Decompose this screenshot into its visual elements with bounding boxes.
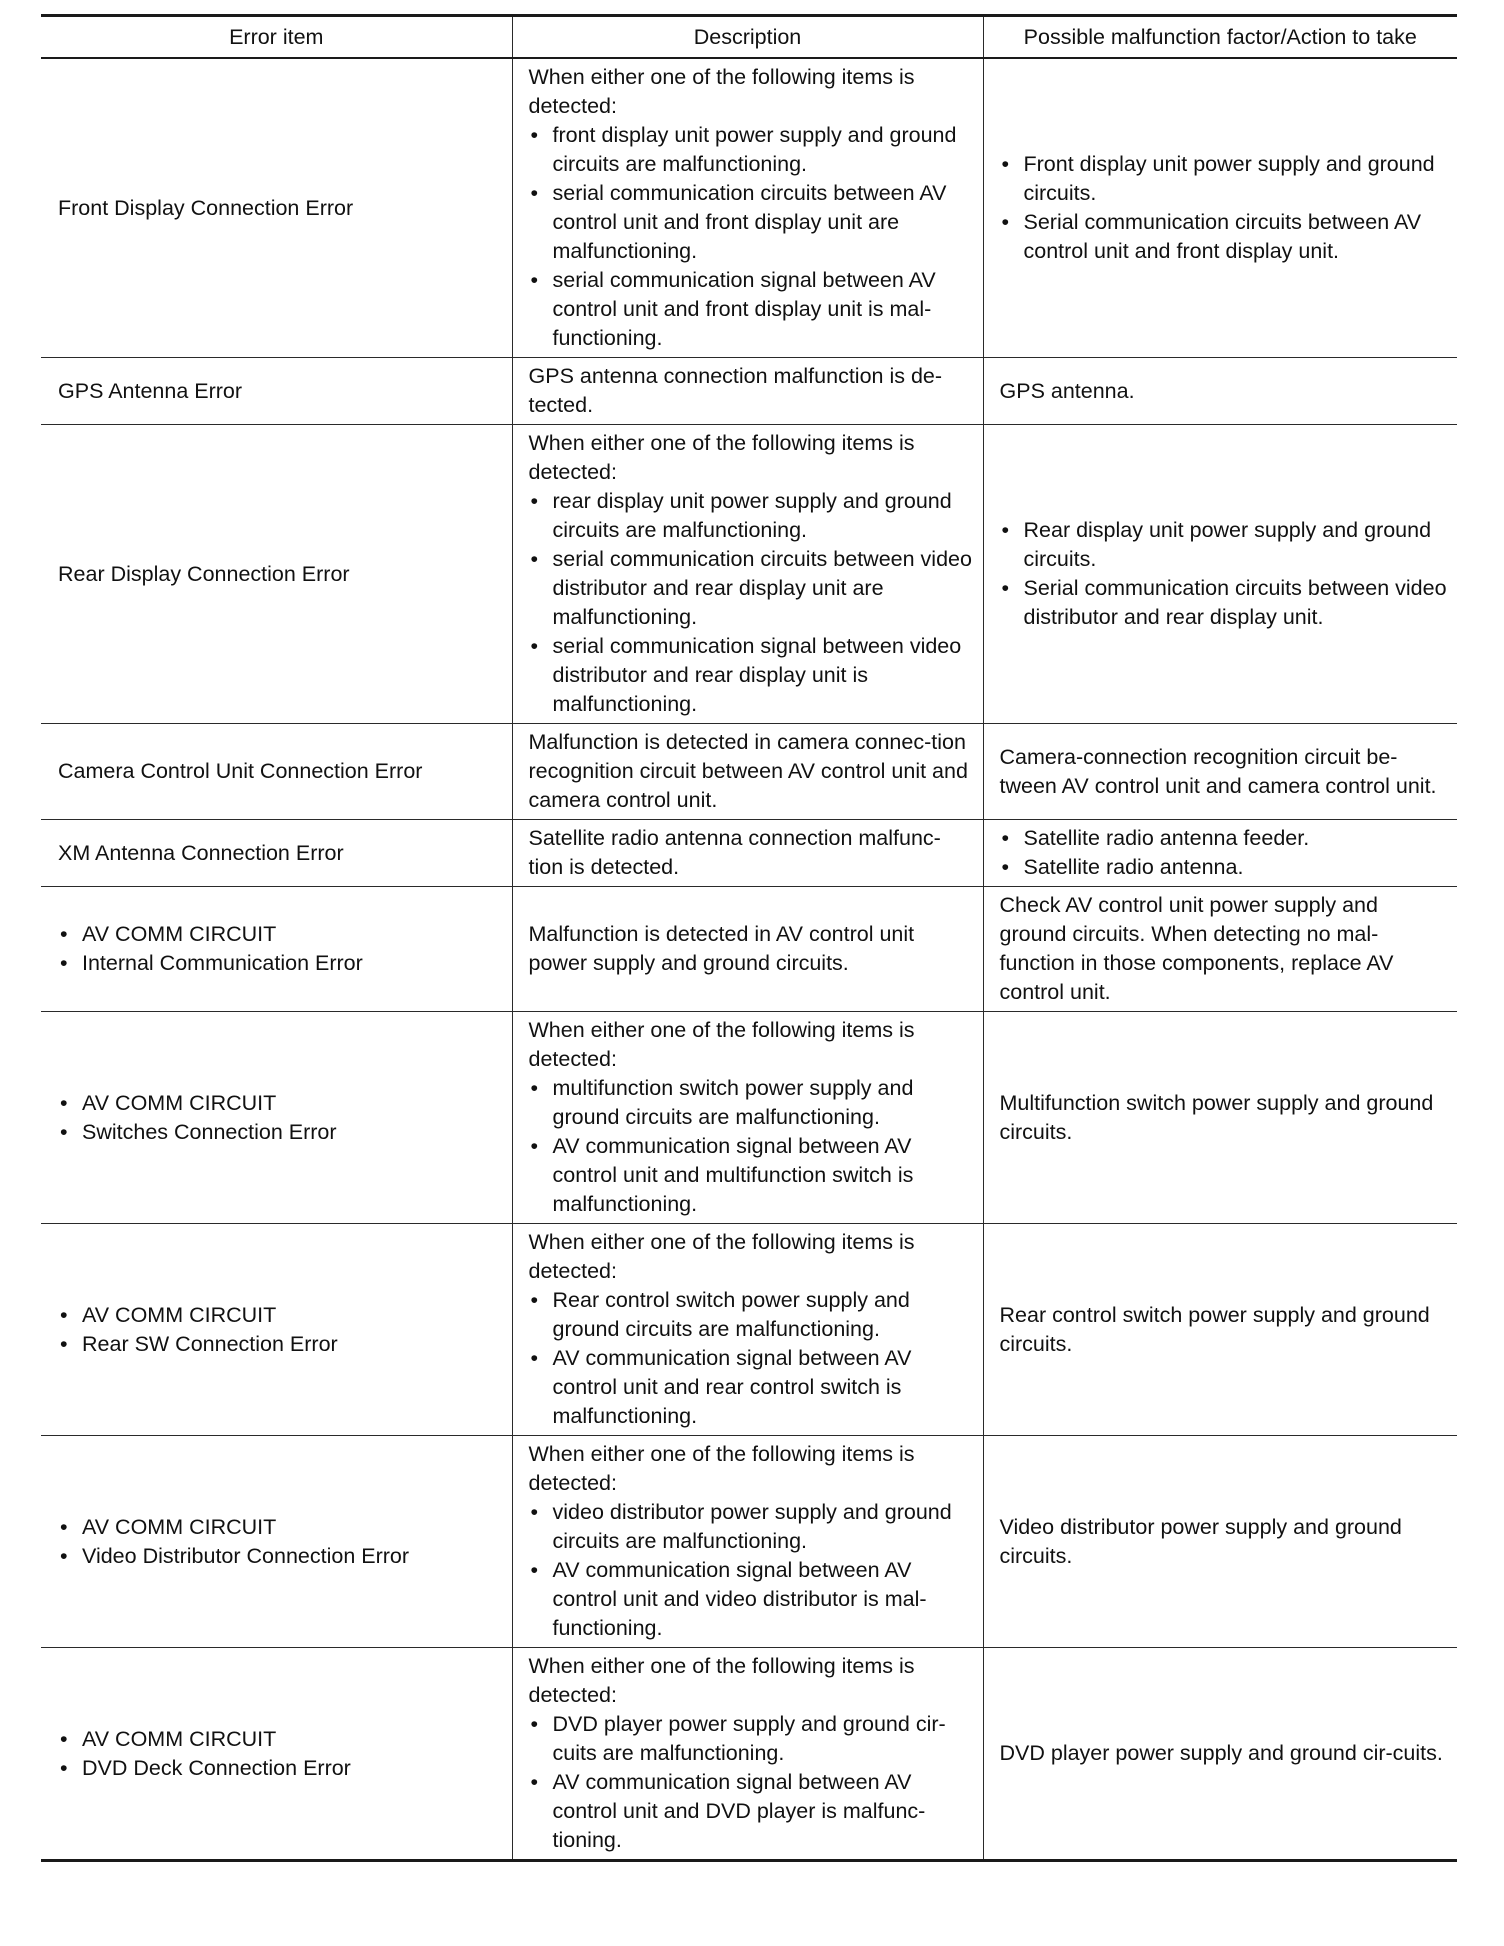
- description-bullet: • Rear control switch power supply and ground circuits are malfunctioning.: [529, 1286, 975, 1344]
- error-item-bullet: • AV COMM CIRCUIT: [58, 1725, 502, 1754]
- error-item-list: [58, 1725, 502, 1783]
- table-row: [41, 887, 1457, 1012]
- malfunction-factor-list: [1000, 150, 1450, 266]
- description-intro: When either one of the following items is detected:: [528, 431, 915, 484]
- description-intro: When either one of the following items is detected:: [528, 65, 915, 118]
- malfunction-factor-cell: GPS antenna.: [983, 358, 1457, 425]
- table-row: [41, 820, 1457, 887]
- description-cell: Malfunction is detected in AV control unit power supply and ground circuits.: [512, 887, 983, 1012]
- error-item-bullet: • Switches Connection Error: [58, 1118, 502, 1147]
- error-item-bullet: • Video Distributor Connection Error: [58, 1542, 502, 1571]
- description-cell: Satellite radio antenna connection malfunc-tion is detected.: [512, 820, 983, 887]
- error-item-cell: [41, 1224, 512, 1436]
- description-bullet: • DVD player power supply and ground cir-cuits are malfunctioning.: [529, 1710, 975, 1768]
- description-list: [529, 121, 975, 353]
- description-cell: [512, 1012, 983, 1224]
- description-bullet: • serial communication circuits between AV control unit and front display unit are malfunctioning.: [529, 179, 975, 266]
- error-item-cell: Rear Display Connection Error: [41, 425, 512, 724]
- description-list: [529, 487, 975, 719]
- error-item-cell: [41, 1012, 512, 1224]
- table-row: [41, 1224, 1457, 1436]
- description-intro: When either one of the following items is detected:: [528, 1654, 915, 1707]
- description-bullet: • AV communication signal between AV control unit and rear control switch is malfunctioning.: [529, 1344, 975, 1431]
- header-error-item: Error item: [41, 16, 512, 59]
- error-item-bullet: • AV COMM CIRCUIT: [58, 1089, 502, 1118]
- description-bullet: • AV communication signal between AV control unit and DVD player is malfunc-tioning.: [529, 1768, 975, 1855]
- header-row: [41, 16, 1457, 59]
- error-item-list: [58, 1089, 502, 1147]
- description-intro: When either one of the following items is detected:: [528, 1018, 915, 1071]
- malfunction-factor-bullet: • Serial communication circuits between video distributor and rear display unit.: [1000, 574, 1450, 632]
- description-bullet: • video distributor power supply and ground circuits are malfunctioning.: [529, 1498, 975, 1556]
- malfunction-factor-bullet: • Satellite radio antenna feeder.: [1000, 824, 1450, 853]
- error-item-cell: [41, 887, 512, 1012]
- error-item-table: [41, 14, 1457, 1862]
- malfunction-factor-cell: Multifunction switch power supply and ground circuits.: [983, 1012, 1457, 1224]
- description-bullet: • front display unit power supply and ground circuits are malfunctioning.: [529, 121, 975, 179]
- table-row: [41, 425, 1457, 724]
- error-item-cell: [41, 1648, 512, 1861]
- error-item-list: [58, 1513, 502, 1571]
- header-malfunction-factor: Possible malfunction factor/Action to take: [983, 16, 1457, 59]
- description-cell: [512, 425, 983, 724]
- malfunction-factor-cell: Rear control switch power supply and ground circuits.: [983, 1224, 1457, 1436]
- malfunction-factor-list: [1000, 516, 1450, 632]
- description-list: [529, 1286, 975, 1431]
- error-item-bullet: • AV COMM CIRCUIT: [58, 920, 502, 949]
- table-row: [41, 724, 1457, 820]
- description-list: [529, 1074, 975, 1219]
- error-item-bullet: • DVD Deck Connection Error: [58, 1754, 502, 1783]
- table-header: [41, 16, 1457, 59]
- description-cell: [512, 1436, 983, 1648]
- error-item-cell: Front Display Connection Error: [41, 58, 512, 358]
- error-item-bullet: • Internal Communication Error: [58, 949, 502, 978]
- description-cell: [512, 1224, 983, 1436]
- description-cell: [512, 58, 983, 358]
- malfunction-factor-cell: Check AV control unit power supply and ground circuits. When detecting no mal-function in those components, replace AV control unit.: [983, 887, 1457, 1012]
- error-item-cell: [41, 1436, 512, 1648]
- table-row: [41, 1436, 1457, 1648]
- description-cell: GPS antenna connection malfunction is de-tected.: [512, 358, 983, 425]
- error-item-list: [58, 920, 502, 978]
- table-row: [41, 58, 1457, 358]
- description-cell: [512, 1648, 983, 1861]
- table-row: [41, 358, 1457, 425]
- description-bullet: • serial communication signal between video distributor and rear display unit is malfunctioning.: [529, 632, 975, 719]
- description-bullet: • rear display unit power supply and ground circuits are malfunctioning.: [529, 487, 975, 545]
- malfunction-factor-cell: Camera-connection recognition circuit be-tween AV control unit and camera control unit.: [983, 724, 1457, 820]
- table-row: [41, 1012, 1457, 1224]
- description-cell: Malfunction is detected in camera connec-tion recognition circuit between AV control unit and camera control unit.: [512, 724, 983, 820]
- description-bullet: • AV communication signal between AV control unit and multifunction switch is malfunctioning.: [529, 1132, 975, 1219]
- description-intro: When either one of the following items is detected:: [528, 1442, 915, 1495]
- malfunction-factor-cell: DVD player power supply and ground cir-cuits.: [983, 1648, 1457, 1861]
- table-row: [41, 1648, 1457, 1861]
- malfunction-factor-cell: [983, 425, 1457, 724]
- error-item-cell: XM Antenna Connection Error: [41, 820, 512, 887]
- header-description: Description: [512, 16, 983, 59]
- description-bullet: • multifunction switch power supply and ground circuits are malfunctioning.: [529, 1074, 975, 1132]
- error-item-cell: Camera Control Unit Connection Error: [41, 724, 512, 820]
- description-list: [529, 1498, 975, 1643]
- malfunction-factor-cell: [983, 820, 1457, 887]
- description-bullet: • serial communication signal between AV control unit and front display unit is mal-functioning.: [529, 266, 975, 353]
- description-bullet: • serial communication circuits between video distributor and rear display unit are malfunctioning.: [529, 545, 975, 632]
- malfunction-factor-list: [1000, 824, 1450, 882]
- error-item-bullet: • AV COMM CIRCUIT: [58, 1513, 502, 1542]
- malfunction-factor-bullet: • Satellite radio antenna.: [1000, 853, 1450, 882]
- malfunction-factor-bullet: • Serial communication circuits between AV control unit and front display unit.: [1000, 208, 1450, 266]
- malfunction-factor-bullet: • Rear display unit power supply and ground circuits.: [1000, 516, 1450, 574]
- error-item-bullet: • AV COMM CIRCUIT: [58, 1301, 502, 1330]
- description-bullet: • AV communication signal between AV control unit and video distributor is mal-functioning.: [529, 1556, 975, 1643]
- error-item-cell: GPS Antenna Error: [41, 358, 512, 425]
- malfunction-factor-bullet: • Front display unit power supply and ground circuits.: [1000, 150, 1450, 208]
- table-body: [41, 58, 1457, 1861]
- description-intro: When either one of the following items is detected:: [528, 1230, 915, 1283]
- error-item-bullet: • Rear SW Connection Error: [58, 1330, 502, 1359]
- malfunction-factor-cell: [983, 58, 1457, 358]
- malfunction-factor-cell: Video distributor power supply and ground circuits.: [983, 1436, 1457, 1648]
- description-list: [529, 1710, 975, 1855]
- error-item-list: [58, 1301, 502, 1359]
